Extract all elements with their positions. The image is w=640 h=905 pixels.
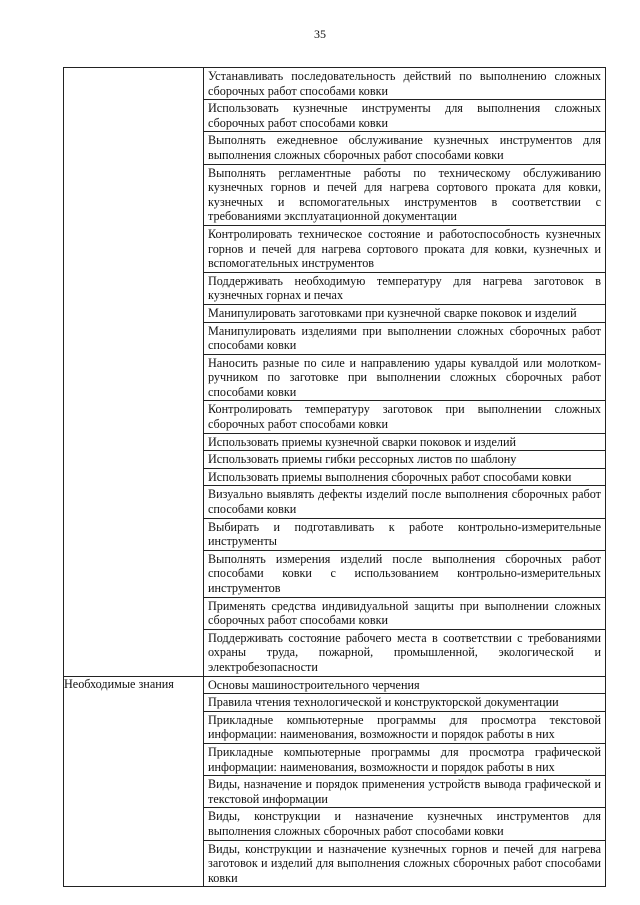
section-items-cell bbox=[204, 68, 606, 677]
list-item: Виды, назначение и порядок применения устройств вывода графической и текстовой информации bbox=[204, 775, 605, 807]
section-label-cell bbox=[64, 68, 204, 677]
list-item: Прикладные компьютерные программы для просмотра графической информации: наименования, возможности и порядок работы в них bbox=[204, 743, 605, 775]
list-item: Выбирать и подготавливать к работе контрольно-измерительные инструменты bbox=[204, 518, 605, 550]
section-row-skills bbox=[64, 68, 606, 677]
section-row-knowledge bbox=[64, 676, 606, 887]
list-item: Манипулировать изделиями при выполнении сложных сборочных работ способами ковки bbox=[204, 322, 605, 354]
list-item: Использовать кузнечные инструменты для выполнения сложных сборочных работ способами ковки bbox=[204, 99, 605, 131]
section-label-knowledge: Необходимые знания bbox=[64, 676, 204, 887]
list-item: Устанавливать последовательность действий по выполнению сложных сборочных работ способами ковки bbox=[208, 69, 601, 98]
list-item: Прикладные компьютерные программы для просмотра текстовой информации: наименования, возможности и порядок работы в них bbox=[204, 711, 605, 743]
list-item: Основы машиностроительного черчения bbox=[208, 677, 420, 692]
page-number: 35 bbox=[314, 27, 326, 41]
list-item: Поддерживать необходимую температуру для нагрева заготовок в кузнечных горнах и печах bbox=[204, 272, 605, 304]
list-item: Применять средства индивидуальной защиты при выполнении сложных сборочных работ способами ковки bbox=[204, 597, 605, 629]
list-item: Выполнять ежедневное обслуживание кузнечных инструментов для выполнения сложных сборочных работ способами ковки bbox=[204, 131, 605, 163]
list-item: Выполнять регламентные работы по техническому обслуживанию кузнечных горнов и печей для нагрева сортового проката для ковки, кузнечных и вспомогательных инструментов в соответствии с требованиями эксплуатационной документации bbox=[204, 164, 605, 225]
list-item: Использовать приемы выполнения сборочных работ способами ковки bbox=[204, 468, 605, 486]
list-item: Использовать приемы гибки рессорных листов по шаблону bbox=[204, 450, 605, 468]
list-item: Правила чтения технологической и конструкторской документации bbox=[204, 693, 605, 711]
list-item: Контролировать температуру заготовок при выполнении сложных сборочных работ способами ковки bbox=[204, 400, 605, 432]
list-item: Виды, конструкции и назначение кузнечных горнов и печей для нагрева заготовок и изделий для выполнения сложных сборочных работ способами ковки bbox=[204, 840, 605, 887]
list-item: Визуально выявлять дефекты изделий после выполнения сборочных работ способами ковки bbox=[204, 485, 605, 517]
list-item: Выполнять измерения изделий после выполнения сборочных работ способами ковки с использованием контрольно-измерительных инструментов bbox=[204, 550, 605, 597]
list-item: Виды, конструкции и назначение кузнечных инструментов для выполнения сложных сборочных работ способами ковки bbox=[204, 807, 605, 839]
section-items-cell bbox=[204, 676, 606, 887]
list-item: Наносить разные по силе и направлению удары кувалдой или молотком-ручником по заготовке при выполнении сложных сборочных работ способами ковки bbox=[204, 354, 605, 401]
list-item: Контролировать техническое состояние и работоспособность кузнечных горнов и печей для нагрева сортового проката для ковки, кузнечных и вспомогательных инструментов bbox=[204, 225, 605, 272]
list-item: Использовать приемы кузнечной сварки поковок и изделий bbox=[204, 433, 605, 451]
list-item: Манипулировать заготовками при кузнечной сварке поковок и изделий bbox=[204, 304, 605, 322]
list-item: Поддерживать состояние рабочего места в соответствии с требованиями охраны труда, пожарной, промышленной, экологической и электробезопасности bbox=[204, 629, 605, 676]
competency-table bbox=[63, 67, 606, 887]
